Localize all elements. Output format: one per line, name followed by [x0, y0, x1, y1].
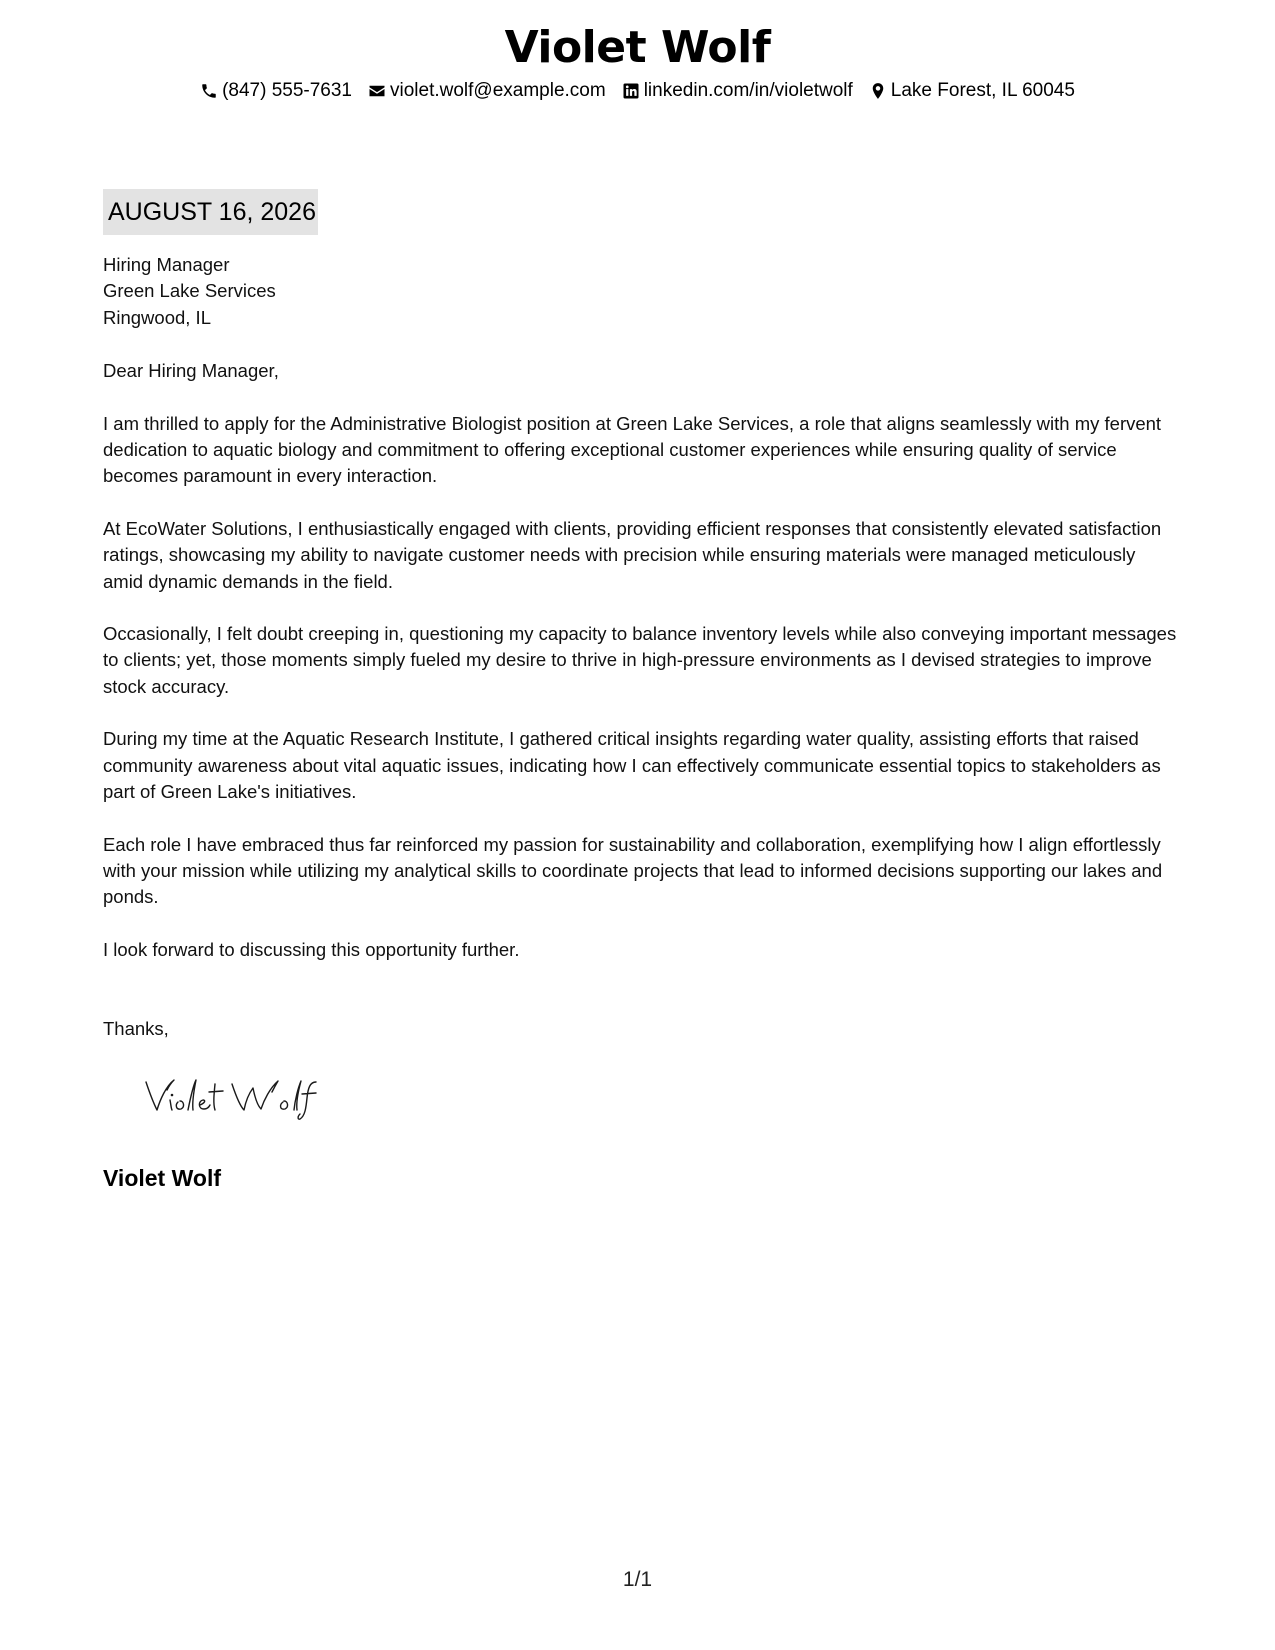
- map-pin-icon: [869, 82, 887, 100]
- paragraph-passion: Each role I have embraced thus far reinforced my passion for sustainability and collaboration, exemplifying how I align effortlessly with your mission while utilizing my analytical skills to coordinate projects that lead to informed decisions supporting our lakes and ponds.: [103, 833, 1163, 908]
- page-number: 1/1: [622, 1568, 653, 1591]
- email-text: violet.wolf@example.com: [390, 80, 606, 101]
- phone-icon: [200, 82, 218, 100]
- location-text: Lake Forest, IL 60045: [890, 80, 1075, 101]
- linkedin-icon: [622, 82, 640, 100]
- paragraph-research: During my time at the Aquatic Research Institute, I gathered critical insights regarding water quality, assisting efforts that raised community awareness about vital aquatic issues, indicating how I can effectively communicate essential topics to stakeholders as part of Green Lake's initiatives.: [103, 728, 1161, 803]
- envelope-icon: [368, 82, 386, 100]
- recipient-company: Green Lake Services: [103, 280, 276, 302]
- recipient-title: Hiring Manager: [103, 254, 230, 275]
- recipient-location: Ringwood, IL: [103, 306, 211, 328]
- recipient-block: [103, 252, 1178, 331]
- closing: Thanks,: [103, 1018, 169, 1040]
- contact-email: [368, 78, 606, 104]
- contact-linkedin: [622, 78, 853, 104]
- paragraph-ecowater: At EcoWater Solutions, I enthusiastically engaged with clients, providing efficient responses that consistently elevated satisfaction ratings, showcasing my ability to navigate customer needs with precision while ensuring materials were managed meticulously amid dynamic demands in the field.: [103, 517, 1162, 592]
- applicant-name-heading: Violet Wolf: [504, 22, 771, 73]
- signer-name: Violet Wolf: [103, 1165, 221, 1191]
- paragraph-intro: I am thrilled to apply for the Administrative Biologist position at Green Lake Services, a role that aligns seamlessly with my fervent dedication to aquatic biology and commitment to offering exceptional customer experiences while ensuring quality of service becomes paramount in every interaction.: [103, 412, 1162, 487]
- paragraph-inventory: Occasionally, I felt doubt creeping in, questioning my capacity to balance inventory levels while also conveying important messages to clients; yet, those moments simply fueled my desire to thrive in high-pressure environments as I devised strategies to improve stock accuracy.: [103, 623, 1177, 697]
- contact-location: [869, 78, 1075, 104]
- phone-text: (847) 555-7631: [222, 80, 352, 101]
- paragraph-closing-line: I look forward to discussing this opportunity further.: [103, 938, 520, 960]
- salutation: Dear Hiring Manager,: [103, 360, 279, 382]
- contact-phone: [200, 78, 352, 104]
- letter-date: AUGUST 16, 2026: [103, 189, 318, 235]
- letter-body: [103, 252, 1178, 1043]
- handwritten-signature: [140, 1072, 330, 1122]
- contact-bar: [0, 78, 1275, 104]
- linkedin-text: linkedin.com/in/violetwolf: [643, 80, 853, 101]
